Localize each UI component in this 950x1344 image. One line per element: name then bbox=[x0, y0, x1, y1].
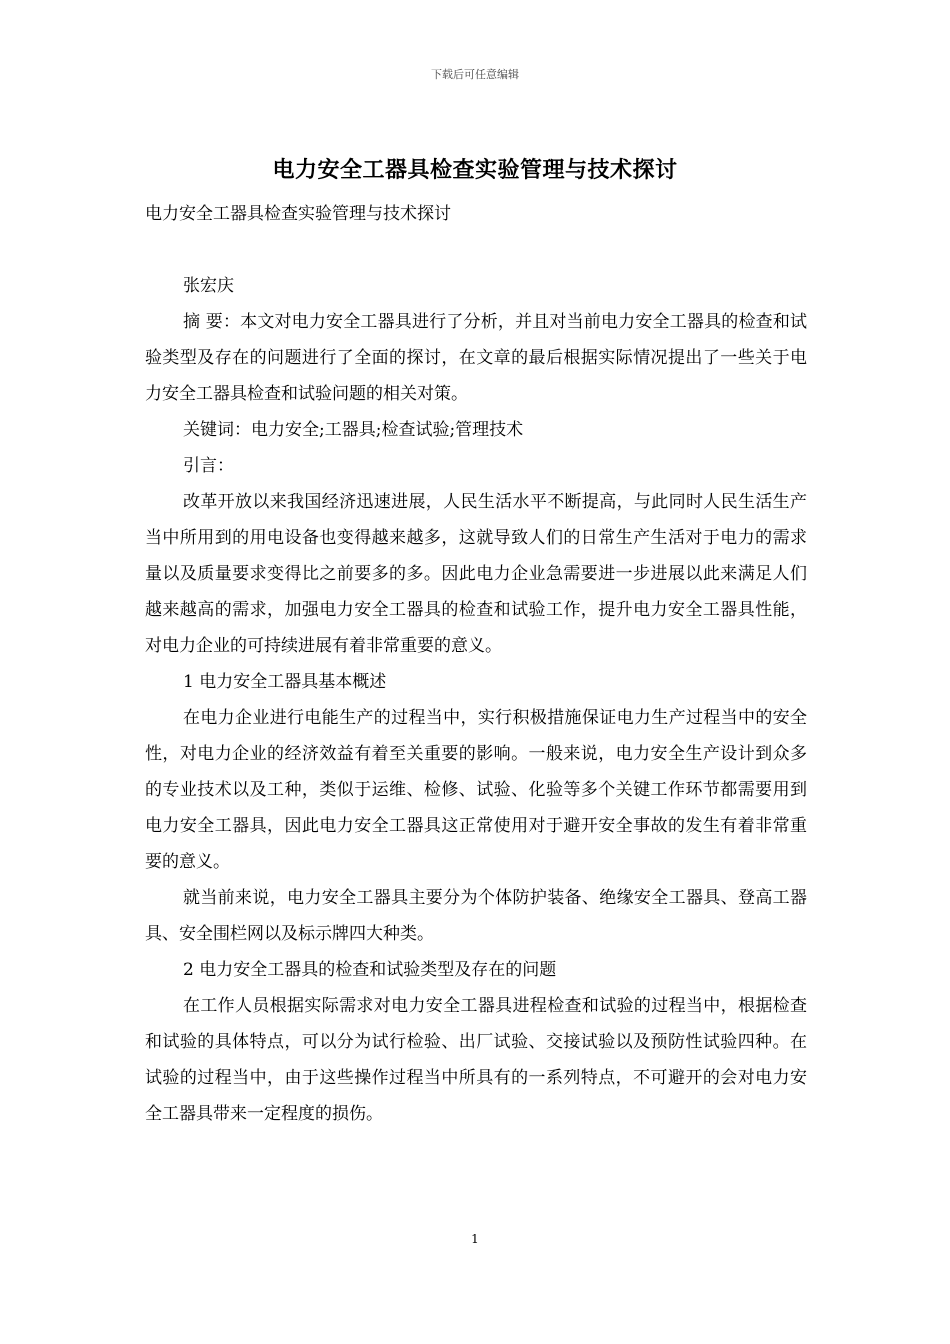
keywords-line: 关键词：电力安全;工器具;检查试验;管理技术 bbox=[183, 420, 524, 440]
document-subtitle: 电力安全工器具检查实验管理与技术探讨 bbox=[145, 204, 451, 224]
section-1-paragraph-2: 就当前来说，电力安全工器具主要分为个体防护装备、绝缘安全工器具、登高工器具、安全围栏网以及标示牌四大种类。 bbox=[145, 888, 807, 944]
section-2-heading: 2 电力安全工器具的检查和试验类型及存在的问题 bbox=[183, 960, 557, 980]
section-2-paragraph-1: 在工作人员根据实际需求对电力安全工器具进程检查和试验的过程当中，根据检查和试验的具体特点，可以分为试行检验、出厂试验、交接试验以及预防性试验四种。在试验的过程当中，由于这些操作过程当中所具有的一系列特点，不可避开的会对电力安全工器具带来一定程度的损伤。 bbox=[145, 996, 807, 1124]
section-1-paragraph-1: 在电力企业进行电能生产的过程当中，实行积极措施保证电力生产过程当中的安全性，对电力企业的经济效益有着至关重要的影响。一般来说，电力安全生产设计到众多的专业技术以及工种，类似于运维、检修、试验、化验等多个关键工作环节都需要用到电力安全工器具，因此电力安全工器具这正常使用对于避开安全事故的发生有着非常重要的意义。 bbox=[145, 708, 807, 872]
section-1-heading: 1 电力安全工器具基本概述 bbox=[183, 672, 387, 692]
page-number: 1 bbox=[471, 1232, 479, 1246]
page-header-note: 下载后可任意编辑 bbox=[431, 68, 519, 81]
intro-heading: 引言： bbox=[183, 456, 234, 476]
document-body bbox=[145, 196, 807, 1132]
author-name: 张宏庆 bbox=[183, 276, 234, 296]
intro-paragraph: 改革开放以来我国经济迅速进展，人民生活水平不断提高，与此同时人民生活生产当中所用到的用电设备也变得越来越多，这就导致人们的日常生产生活对于电力的需求量以及质量要求变得比之前要多的多。因此电力企业急需要进一步进展以此来满足人们越来越高的需求，加强电力安全工器具的检查和试验工作，提升电力安全工器具性能，对电力企业的可持续进展有着非常重要的意义。 bbox=[145, 492, 807, 656]
abstract-paragraph: 摘 要：本文对电力安全工器具进行了分析，并且对当前电力安全工器具的检查和试验类型及存在的问题进行了全面的探讨，在文章的最后根据实际情况提出了一些关于电力安全工器具检查和试验问题的相关对策。 bbox=[145, 312, 807, 404]
document-title: 电力安全工器具检查实验管理与技术探讨 bbox=[272, 157, 678, 183]
